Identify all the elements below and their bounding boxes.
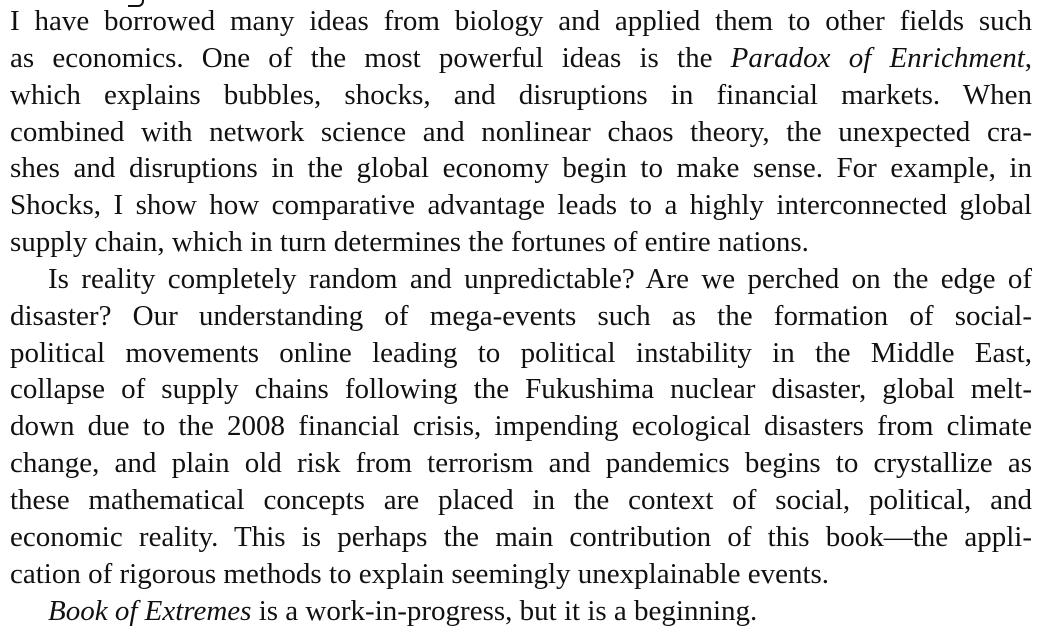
text-line [10,371,1032,408]
text-line [10,187,1032,224]
text-line [10,114,1032,151]
text-segment: Is reality completely random and unpredictable? Are we perched on the edge of [48,262,1032,295]
text-segment: political movements online leading to political instability in the Middle East, [10,336,1032,369]
text-line [10,261,1032,298]
text-line [10,3,1032,40]
text-segment: as economics. One of the most powerful ideas is the [10,41,731,74]
text-line [10,335,1032,372]
paragraph [10,261,1032,593]
text-segment: down due to the 2008 financial crisis, impending ecological disasters from climate [10,410,1032,443]
document-page [10,3,1032,629]
text-line [10,150,1032,187]
text-segment: combined with network science and nonlinear chaos theory, the unexpected cra- [10,115,1032,148]
text-segment: is a work-in-progress, but it is a beginning. [251,594,758,627]
text-line [10,482,1032,519]
paragraph [10,593,1032,630]
text-body [10,3,1032,629]
text-segment: economic reality. This is perhaps the main contribution of this book—the appli- [10,520,1032,553]
text-segment: supply chain, which in turn determines the fortunes of entire nations. [10,226,809,259]
text-segment: which explains bubbles, shocks, and disruptions in financial markets. When [10,78,1032,111]
text-line [10,40,1032,77]
text-line [10,298,1032,335]
text-segment: shes and disruptions in the global economy begin to make sense. For example, in [10,152,1032,185]
italic-text: Book of Extremes [48,594,252,627]
text-line [10,77,1032,114]
paragraph [10,3,1032,261]
text-line [10,519,1032,556]
text-line [10,593,1032,630]
text-segment: disaster? Our understanding of mega-events such as the formation of social- [10,299,1032,332]
text-line [10,224,1032,261]
text-segment: cation of rigorous methods to explain seemingly unexplainable events. [10,557,830,590]
text-segment: collapse of supply chains following the Fukushima nuclear disaster, global melt- [10,373,1032,406]
text-segment: these mathematical concepts are placed in the context of social, political, and [10,483,1032,516]
text-segment: Shocks, I show how comparative advantage leads to a highly interconnected global [10,189,1032,222]
italic-text: Paradox of Enrichment [730,41,1025,74]
text-line [10,445,1032,482]
text-segment: , [1024,41,1032,74]
text-segment: change, and plain old risk from terrorism and pandemics begins to crystallize as [10,447,1032,480]
text-line [10,556,1032,593]
text-segment: I have borrowed many ideas from biology and applied them to other fields such [10,5,1032,37]
text-line [10,408,1032,445]
